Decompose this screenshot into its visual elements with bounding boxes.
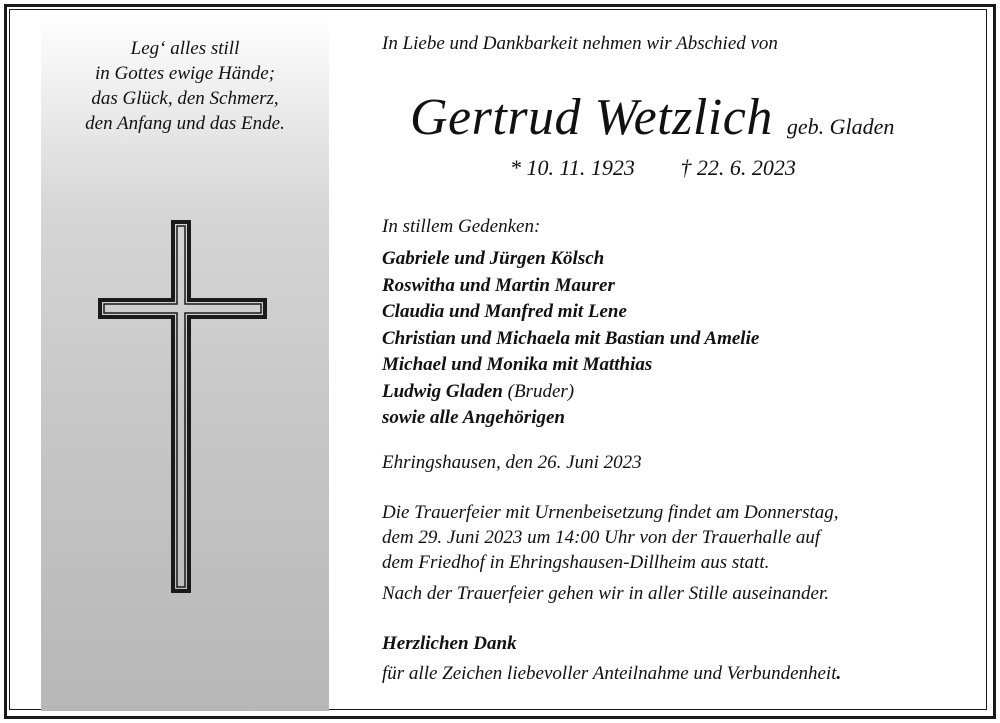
poem-line: das Glück, den Schmerz,	[91, 88, 279, 109]
after-funeral-note: Nach der Trauerfeier gehen wir in aller Stille auseinander.	[382, 583, 829, 604]
place-date: Ehringshausen, den 26. Juni 2023	[382, 452, 642, 473]
thanks-body: für alle Zeichen liebevoller Anteilnahme und Verbundenheit	[382, 663, 837, 684]
funeral-info	[382, 500, 839, 575]
deceased-name-line	[410, 88, 894, 147]
funeral-line: Die Trauerfeier mit Urnenbeisetzung findet am Donnerstag,	[382, 502, 839, 523]
death-date: † 22. 6. 2023	[680, 155, 796, 180]
brother-name: Ludwig Gladen	[382, 380, 503, 402]
maiden-name: geb. Gladen	[786, 114, 895, 139]
thanks-title: Herzlichen Dank	[382, 633, 517, 654]
poem-line: den Anfang und das Ende.	[85, 113, 285, 134]
life-dates	[510, 155, 796, 181]
funeral-line: dem 29. Juni 2023 um 14:00 Uhr von der Trauerhalle auf	[382, 527, 821, 548]
thanks-text	[382, 663, 841, 685]
mourner-item: Gabriele und Jürgen Kölsch	[382, 248, 605, 269]
relatives: sowie alle Angehörigen	[382, 407, 565, 428]
poem-line: in Gottes ewige Hände;	[95, 63, 275, 84]
poem-line: Leg‘ alles still	[130, 38, 240, 59]
intro-text: In Liebe und Dankbarkeit nehmen wir Abschied von	[382, 33, 778, 54]
mourner-item: Christian und Michaela mit Bastian und Amelie	[382, 327, 760, 349]
mourner-brother	[382, 379, 759, 406]
cross-icon	[98, 220, 268, 594]
mourner-item: Claudia und Manfred mit Lene	[382, 301, 627, 322]
mourners-list	[382, 246, 759, 432]
birth-date: * 10. 11. 1923	[510, 155, 635, 180]
mourner-item: Roswitha und Martin Maurer	[382, 274, 615, 296]
memory-intro: In stillem Gedenken:	[382, 216, 541, 237]
poem	[41, 36, 329, 136]
mourner-item: Michael und Monika mit Matthias	[382, 354, 653, 375]
thanks-end: .	[836, 663, 842, 684]
brother-note: (Bruder)	[507, 380, 575, 402]
deceased-name: Gertrud Wetzlich	[410, 89, 773, 146]
funeral-line: dem Friedhof in Ehringshausen-Dillheim aus statt.	[382, 552, 770, 573]
